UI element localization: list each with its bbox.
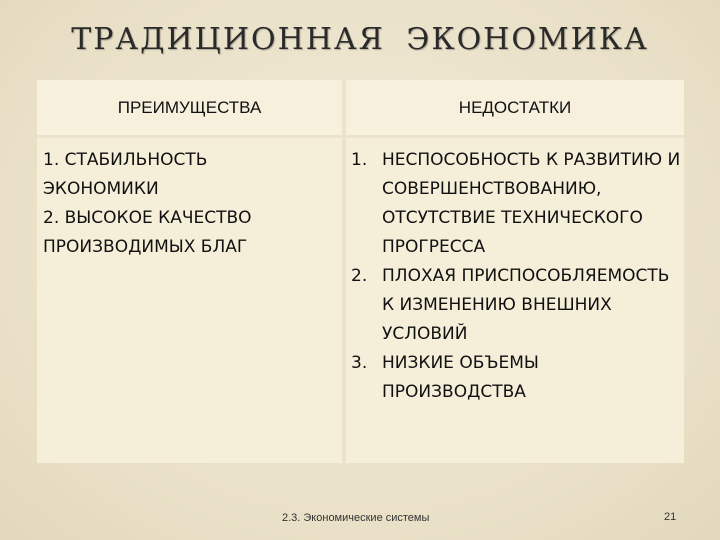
advantage-line: ЭКОНОМИКИ xyxy=(43,179,159,199)
advantages-list xyxy=(43,146,338,262)
item-number: 3. xyxy=(351,353,368,373)
advantage-line: 1. СТАБИЛЬНОСТЬ xyxy=(43,150,208,170)
item-text: НЕСПОСОБНОСТЬ К РАЗВИТИЮ И СОВЕРШЕНСТВОВАНИЮ, ОТСУТСТВИЕ ТЕХНИЧЕСКОГО ПРОГРЕССА xyxy=(382,150,681,257)
advantage-line: ПРОИЗВОДИМЫХ БЛАГ xyxy=(43,237,248,257)
item-text: НИЗКИЕ ОБЪЕМЫ ПРОИЗВОДСТВА xyxy=(382,353,539,402)
disadvantage-item xyxy=(351,262,681,349)
disadvantage-item xyxy=(351,349,681,407)
disadvantages-list xyxy=(351,146,681,407)
disadvantages-header: НЕДОСТАТКИ xyxy=(346,80,684,135)
comparison-table xyxy=(37,80,684,463)
advantage-line: 2. ВЫСОКОЕ КАЧЕСТВО xyxy=(43,208,252,228)
item-number: 1. xyxy=(351,150,368,170)
disadvantage-item xyxy=(351,146,681,262)
item-text: ПЛОХАЯ ПРИСПОСОБЛЯЕМОСТЬ К ИЗМЕНЕНИЮ ВНЕШНИХ УСЛОВИЙ xyxy=(382,266,670,344)
item-number: 2. xyxy=(351,266,368,286)
advantages-header: ПРЕИМУЩЕСТВА xyxy=(37,80,342,135)
slide-title: ТРАДИЦИОННАЯ ЭКОНОМИКА xyxy=(71,22,649,57)
footer-section: 2.3. Экономические системы xyxy=(282,512,430,524)
header-divider xyxy=(37,135,684,138)
page-number: 21 xyxy=(664,511,677,523)
